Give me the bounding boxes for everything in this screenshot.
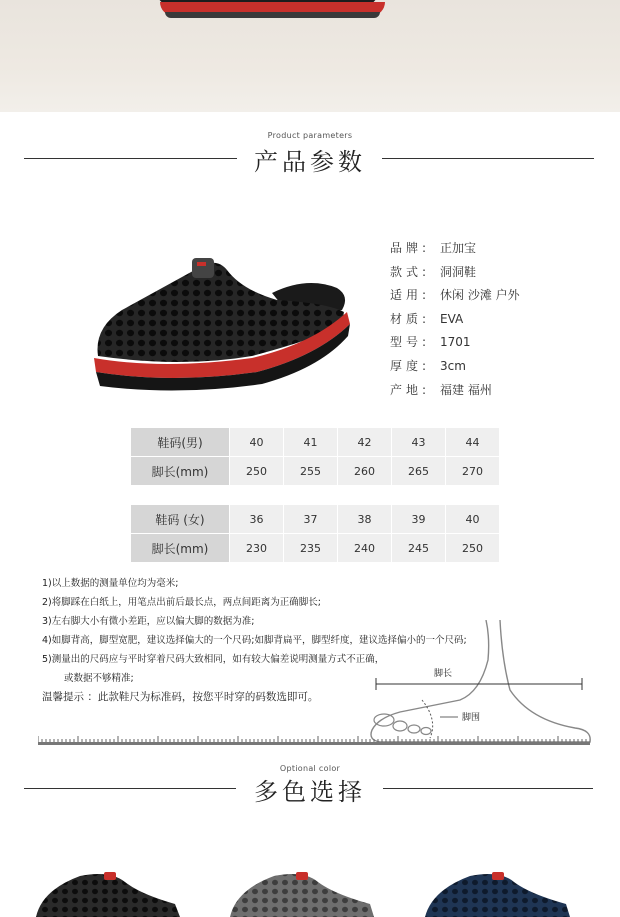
spec-label: 型号: bbox=[390, 335, 431, 350]
length-cell: 245 bbox=[392, 534, 446, 563]
length-cell: 270 bbox=[446, 457, 500, 486]
spec-row bbox=[390, 285, 520, 309]
ruler-graphic bbox=[38, 736, 590, 746]
table-row bbox=[131, 534, 500, 563]
spec-label: 材质: bbox=[390, 311, 431, 326]
spec-label: 适用: bbox=[390, 288, 431, 303]
color-option-black[interactable] bbox=[36, 872, 180, 917]
spec-value: 休闲 沙滩 户外 bbox=[440, 288, 520, 303]
spec-row bbox=[390, 332, 520, 356]
length-cell: 240 bbox=[338, 534, 392, 563]
spec-label: 厚度: bbox=[390, 358, 431, 373]
spec-row bbox=[390, 262, 520, 286]
table-row bbox=[131, 505, 500, 534]
size-cell: 38 bbox=[338, 505, 392, 534]
color-option-grey[interactable] bbox=[230, 872, 374, 917]
size-label-cell: 鞋码 (女) bbox=[131, 505, 230, 534]
size-label-cell: 鞋码(男) bbox=[131, 428, 230, 457]
foot-length-label-cell: 脚长(mm) bbox=[131, 534, 230, 563]
color-options-strip bbox=[0, 860, 620, 917]
colors-header-cn: 多色选择 bbox=[254, 778, 366, 806]
product-shoe-image bbox=[92, 248, 354, 398]
table-row bbox=[131, 428, 500, 457]
params-header bbox=[0, 131, 620, 140]
size-cell: 40 bbox=[230, 428, 284, 457]
colors-title-row bbox=[0, 772, 620, 807]
params-title-row bbox=[0, 142, 620, 177]
men-size-table bbox=[130, 427, 500, 486]
women-size-table bbox=[130, 504, 500, 563]
note-line: 1)以上数据的测量单位均为毫米; bbox=[42, 578, 179, 589]
note-line: 或数据不够精准; bbox=[64, 673, 134, 684]
table-row bbox=[131, 457, 500, 486]
note-line: 3)左右脚大小有微小差距，应以偏大脚的数据为准; bbox=[42, 616, 255, 627]
note-line: 5)测量出的尺码应与平时穿着尺码大致相同，如有较大偏差说明测量方式不正确， bbox=[42, 654, 385, 665]
spec-value: 3cm bbox=[440, 358, 466, 373]
length-cell: 260 bbox=[338, 457, 392, 486]
foot-length-label-cell: 脚长(mm) bbox=[131, 457, 230, 486]
spec-value: 正加宝 bbox=[440, 241, 477, 255]
note-line: 4)如脚背高，脚型宽肥，建议选择偏大的一个尺码;如脚背扁平，脚型纤度，建议选择偏小的一个尺码; bbox=[42, 635, 467, 646]
length-cell: 250 bbox=[230, 457, 284, 486]
length-cell: 230 bbox=[230, 534, 284, 563]
divider-right bbox=[383, 788, 593, 789]
size-tip: 温馨提示 ：此款鞋尺为标准码，按您平时穿的码数选即可。 bbox=[42, 691, 319, 703]
spec-value: 洞洞鞋 bbox=[440, 264, 477, 279]
spec-row bbox=[390, 380, 520, 404]
spec-list bbox=[390, 238, 520, 403]
spec-value: 1701 bbox=[440, 335, 471, 350]
colors-header-en: Optional color bbox=[279, 764, 341, 773]
note-line: 2)将脚踩在白纸上，用笔点出前后最长点，两点间距离为正确脚长; bbox=[42, 597, 321, 608]
divider-left bbox=[24, 788, 236, 789]
size-cell: 42 bbox=[338, 428, 392, 457]
divider-left bbox=[24, 158, 237, 159]
length-cell: 250 bbox=[446, 534, 500, 563]
size-cell: 36 bbox=[230, 505, 284, 534]
top-banner-photo bbox=[0, 0, 620, 112]
length-cell: 255 bbox=[284, 457, 338, 486]
params-header-cn: 产品参数 bbox=[254, 148, 366, 176]
size-cell: 43 bbox=[392, 428, 446, 457]
spec-value: EVA bbox=[440, 311, 464, 326]
size-cell: 37 bbox=[284, 505, 338, 534]
spec-row bbox=[390, 356, 520, 380]
length-cell: 265 bbox=[392, 457, 446, 486]
spec-label: 品牌: bbox=[390, 241, 431, 255]
foot-girth-label: 脚围 bbox=[462, 713, 481, 723]
spec-row bbox=[390, 309, 520, 333]
spec-label: 产地: bbox=[390, 382, 431, 397]
spec-row bbox=[390, 238, 520, 262]
length-cell: 235 bbox=[284, 534, 338, 563]
foot-length-label: 脚长 bbox=[434, 669, 453, 679]
spec-label: 款式: bbox=[390, 264, 431, 279]
size-cell: 41 bbox=[284, 428, 338, 457]
params-header-en: Product parameters bbox=[267, 131, 353, 140]
color-option-navy[interactable] bbox=[425, 872, 570, 917]
size-cell: 39 bbox=[392, 505, 446, 534]
shoe-tread-top bbox=[165, 12, 380, 18]
size-cell: 40 bbox=[446, 505, 500, 534]
divider-right bbox=[382, 158, 594, 159]
foot-measure-diagram bbox=[360, 620, 600, 750]
spec-value: 福建 福州 bbox=[440, 382, 492, 397]
size-cell: 44 bbox=[446, 428, 500, 457]
